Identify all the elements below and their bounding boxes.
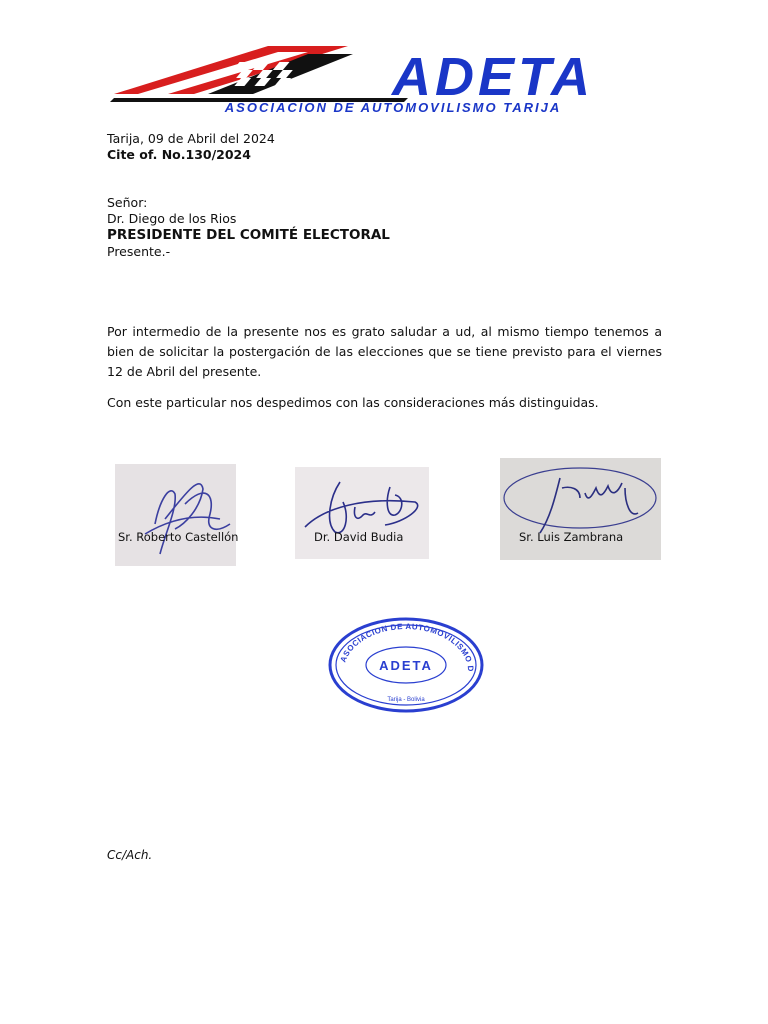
signer-name-1: Sr. Roberto Castellón — [118, 530, 239, 544]
signature-image-1 — [115, 464, 239, 566]
stamp-graphic — [326, 613, 486, 713]
cite-number: Cite of. No.130/2024 — [107, 147, 251, 162]
cc-line: Cc/Ach. — [107, 848, 153, 862]
body-paragraph-1: Por intermedio de la presente nos es grato saludar a ud, al mismo tiempo tenemos a bien de solicitar la postergación de las elecciones que se tiene previsto para el viernes 12 de Abril del presente. — [107, 324, 662, 379]
letterhead-logo — [108, 40, 678, 116]
signature-image-2 — [295, 467, 429, 559]
organization-stamp — [326, 613, 486, 713]
adeta-logo-graphic — [108, 40, 678, 116]
stamp-bottom-text: Tarija - Bolivia — [387, 697, 425, 703]
signer-name-2: Dr. David Budia — [314, 530, 404, 544]
logo-subtitle: ASOCIACION DE AUTOMOVILISMO TARIJA — [224, 100, 562, 115]
signer-name-3: Sr. Luis Zambrana — [519, 530, 624, 544]
signature-image-3 — [500, 458, 661, 560]
presente: Presente.- — [107, 244, 171, 259]
stamp-outer-text: ASOCIACION DE AUTOMOVILISMO D — [338, 621, 476, 673]
stamp-center-text: ADETA — [379, 658, 433, 673]
recipient-title: PRESIDENTE DEL COMITÉ ELECTORAL — [107, 227, 390, 243]
body-paragraph-2: Con este particular nos despedimos con las consideraciones más distinguidas. — [107, 395, 599, 410]
recipient-name: Dr. Diego de los Rios — [107, 211, 237, 226]
salutation: Señor: — [107, 195, 148, 210]
place-date: Tarija, 09 de Abril del 2024 — [107, 131, 275, 146]
logo-text: ADETA — [392, 47, 594, 107]
